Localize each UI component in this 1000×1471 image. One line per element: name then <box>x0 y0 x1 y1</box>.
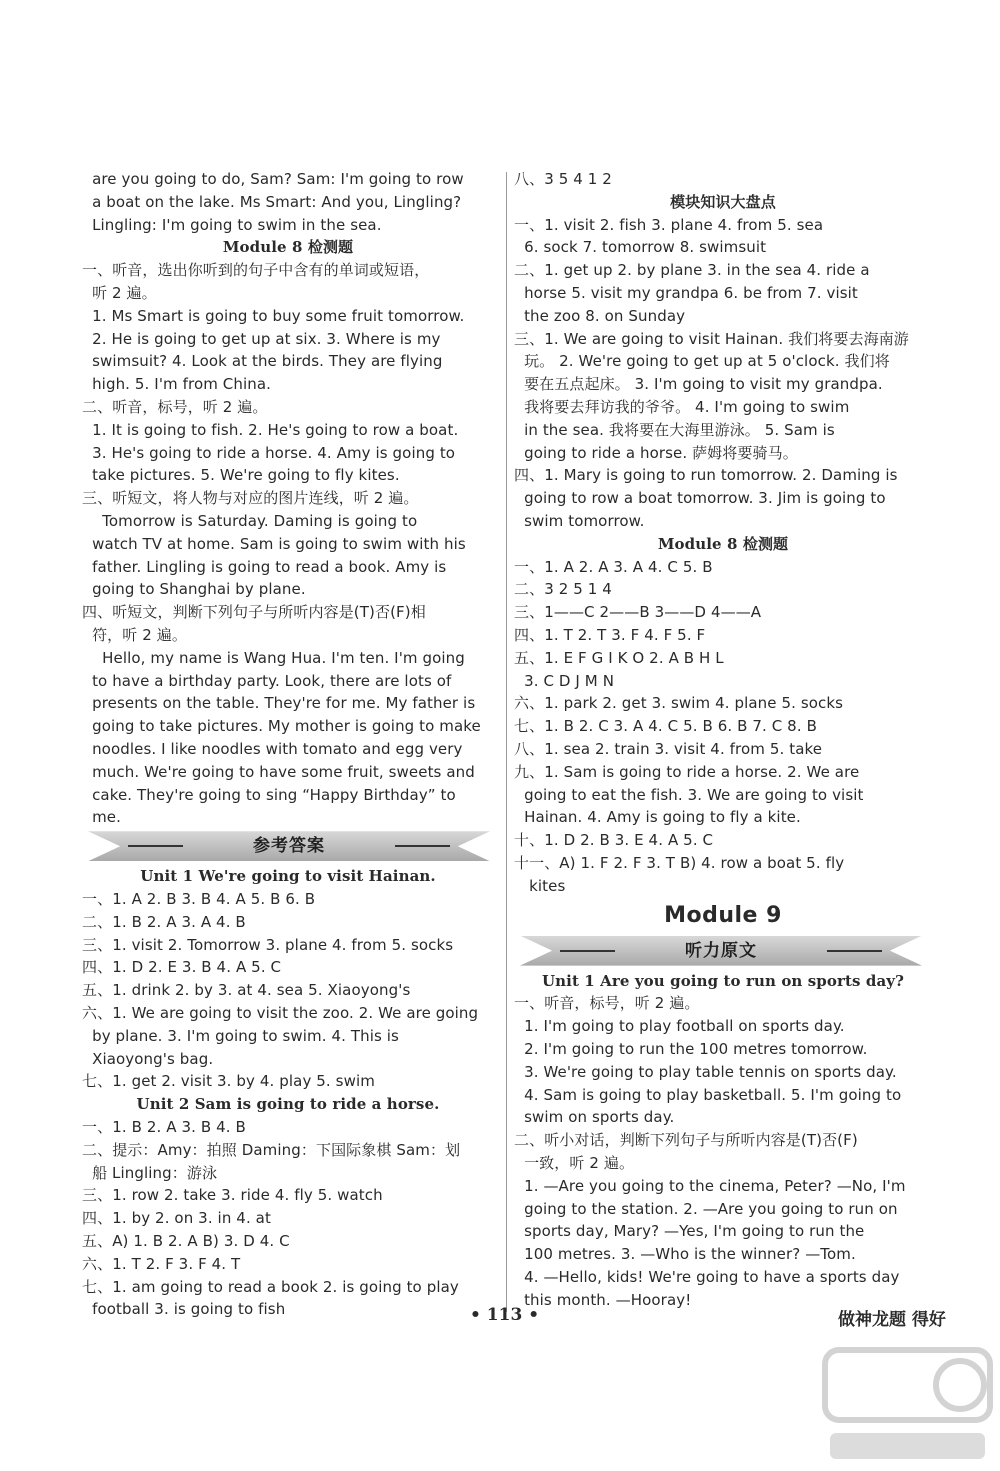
text-line: 1. Ms Smart is going to buy some fruit tomorrow. <box>92 306 465 325</box>
text-line: 六、1. park 2. get 3. swim 4. plane 5. socks <box>514 694 844 713</box>
text-line: presents on the table. They're for me. My father is <box>92 694 476 713</box>
text-line: 三、1. visit 2. Tomorrow 3. plane 4. from 5. socks <box>82 935 454 954</box>
text-line: 一、听音，标号，听 2 遍。 <box>514 994 700 1013</box>
text-line: Tomorrow is Saturday. Daming is going to <box>102 512 418 530</box>
text-line: 四、1. T 2. T 3. F 4. F 5. F <box>514 626 706 644</box>
text-line: 一致，听 2 遍。 <box>524 1154 635 1172</box>
section-heading: 模块知识大盘点 <box>670 192 776 211</box>
text-line: 四、1. Mary is going to run tomorrow. 2. Daming is <box>514 466 898 485</box>
text-line: 2. He is going to get up at six. 3. Where is my <box>92 329 441 348</box>
text-line: 3. He's going to ride a horse. 4. Amy is going to <box>92 443 456 462</box>
text-line: 二、听音，标号，听 2 遍。 <box>82 398 268 416</box>
text-line: 听 2 遍。 <box>92 284 157 302</box>
text-line: noodles. I like noodles with tomato and egg very <box>92 740 463 758</box>
text-line: 四、1. D 2. E 3. B 4. A 5. C <box>82 958 282 977</box>
text-line: Hainan. 4. Amy is going to fly a kite. <box>524 808 801 827</box>
text-line: swim on sports day. <box>524 1108 675 1127</box>
text-line: 五、1. E F G I K O 2. A B H L <box>514 648 724 667</box>
text-line: watch TV at home. Sam is going to swim with his <box>92 534 466 553</box>
text-line: 五、1. drink 2. by 3. at 4. sea 5. Xiaoyong's <box>82 981 411 1000</box>
text-line: 五、A) 1. B 2. A B) 3. D 4. C <box>82 1232 290 1250</box>
text-line: 一、1. B 2. A 3. B 4. B <box>82 1118 246 1136</box>
text-line: 六、1. We are going to visit the zoo. 2. We are going <box>82 1004 479 1022</box>
text-line: high. 5. I'm from China. <box>92 375 272 394</box>
text-line: 九、1. Sam is going to ride a horse. 2. We are <box>514 762 860 781</box>
text-line: to have a birthday party. Look, there are lots of <box>92 671 452 690</box>
text-line: cake. They're going to sing “Happy Birthday” to <box>92 785 456 804</box>
section-banner <box>88 831 490 861</box>
text-line: going to ride a horse. 萨姆将要骑马。 <box>524 443 798 462</box>
module-heading: Module 9 <box>664 902 782 928</box>
text-line: father. Lingling is going to read a book. Amy is <box>92 557 447 576</box>
text-line: 八、1. sea 2. train 3. visit 4. from 5. take <box>514 740 823 758</box>
section-banner-title: 听力原文 <box>685 940 757 961</box>
text-line: Xiaoyong's bag. <box>92 1049 214 1068</box>
text-line: 七、1. get 2. visit 3. by 4. play 5. swim <box>82 1072 375 1091</box>
text-line: 一、1. visit 2. fish 3. plane 4. from 5. sea <box>514 215 824 234</box>
text-line: kites <box>529 876 566 895</box>
text-line: 三、1. We are going to visit Hainan. 我们将要去海南游 <box>514 329 909 348</box>
text-line: 十、1. D 2. B 3. E 4. A 5. C <box>514 831 714 850</box>
text-line: 二、1. B 2. A 3. A 4. B <box>82 912 246 931</box>
text-line: going to eat the fish. 3. We are going to visit <box>524 785 864 804</box>
text-line: this month. —Hooray! <box>524 1290 692 1309</box>
text-line: 四、1. by 2. on 3. in 4. at <box>82 1209 271 1228</box>
text-line: 4. —Hello, kids! We're going to have a sports day <box>524 1268 900 1286</box>
text-line: much. We're going to have some fruit, sweets and <box>92 762 475 781</box>
text-line: going to Shanghai by plane. <box>92 580 306 599</box>
text-line: 一、1. A 2. A 3. A 4. C 5. B <box>514 557 713 576</box>
text-line: 二、听小对话，判断下列句子与所听内容是(T)否(F) <box>514 1131 858 1150</box>
text-line: 符，听 2 遍。 <box>92 626 187 644</box>
text-line: 1. —Are you going to the cinema, Peter? —No, I'm <box>524 1176 906 1195</box>
text-line: 船 Lingling：游泳 <box>92 1163 218 1182</box>
text-line: 八、3 5 4 1 2 <box>514 170 612 188</box>
section-heading: Module 8 检测题 <box>657 534 789 553</box>
column-divider <box>506 172 507 1312</box>
text-line: sports day, Mary? —Yes, I'm going to run the <box>524 1222 865 1241</box>
text-line: 三、听短文，将人物与对应的图片连线，听 2 遍。 <box>82 489 419 508</box>
section-banner <box>520 936 922 966</box>
footer-brand: 做神龙题 得好 <box>838 1310 946 1330</box>
text-line: 六、1. T 2. F 3. F 4. T <box>82 1254 241 1273</box>
text-line: me. <box>92 808 121 827</box>
text-line: a boat on the lake. Ms Smart: And you, Lingling? <box>92 192 462 211</box>
text-line: 二、1. get up 2. by plane 3. in the sea 4. ride a <box>514 261 870 280</box>
text-line: 一、听音，选出你听到的句子中含有的单词或短语， <box>82 261 430 280</box>
text-line: are you going to do, Sam? Sam: I'm going to row <box>92 170 464 188</box>
text-line: by plane. 3. I'm going to swim. 4. This is <box>92 1026 399 1045</box>
text-line: in the sea. 我将要在大海里游泳。 5. Sam is <box>524 420 835 439</box>
text-line: 1. It is going to fish. 2. He's going to row a boat. <box>92 420 459 439</box>
text-line: Hello, my name is Wang Hua. I'm ten. I'm going <box>102 648 465 667</box>
text-line: going to the station. 2. —Are you going to run on <box>524 1199 898 1218</box>
text-line: 6. sock 7. tomorrow 8. swimsuit <box>524 238 767 257</box>
text-line: 1. I'm going to play football on sports day. <box>524 1017 845 1036</box>
section-heading: Unit 1 Are you going to run on sports day? <box>541 971 905 990</box>
text-line: 要在五点起床。 3. I'm going to visit my grandpa. <box>524 375 883 394</box>
answer-site-watermark-icon <box>820 1345 995 1465</box>
text-line: going to row a boat tomorrow. 3. Jim is going to <box>524 489 886 508</box>
section-heading: Unit 2 Sam is going to ride a horse. <box>136 1095 440 1114</box>
text-line: 三、1. row 2. take 3. ride 4. fly 5. watch <box>82 1186 383 1205</box>
text-line: 玩。 2. We're going to get up at 5 o'clock. 我们将 <box>524 352 890 371</box>
text-line: 100 metres. 3. —Who is the winner? —Tom. <box>524 1245 856 1264</box>
section-banner-title: 参考答案 <box>253 836 325 857</box>
text-line: swim tomorrow. <box>524 512 645 530</box>
text-line: 2. I'm going to run the 100 metres tomorrow. <box>524 1040 868 1058</box>
text-line: 一、1. A 2. B 3. B 4. A 5. B 6. B <box>82 890 316 908</box>
text-line: 四、听短文，判断下列句子与所听内容是(T)否(F)相 <box>82 603 426 622</box>
text-line: football 3. is going to fish <box>92 1300 286 1319</box>
text-line: 4. Sam is going to play basketball. 5. I'm going to <box>524 1085 902 1104</box>
text-line: horse 5. visit my grandpa 6. be from 7. visit <box>524 284 858 302</box>
text-line: 十一、A) 1. F 2. F 3. T B) 4. row a boat 5. fly <box>514 854 845 872</box>
text-line: 3. C D J M N <box>524 671 615 690</box>
page-number: • 113 • <box>470 1305 540 1325</box>
section-heading: Module 8 检测题 <box>222 238 354 257</box>
text-line: Lingling: I'm going to swim in the sea. <box>92 215 382 234</box>
text-line: 三、1——C 2——B 3——D 4——A <box>514 603 762 622</box>
section-heading: Unit 1 We're going to visit Hainan. <box>140 867 436 886</box>
text-line: going to take pictures. My mother is going to make <box>92 717 481 736</box>
text-line: take pictures. 5. We're going to fly kites. <box>92 466 400 485</box>
text-line: the zoo 8. on Sunday <box>524 306 686 325</box>
text-line: 二、提示：Amy：拍照 Daming：下国际象棋 Sam：划 <box>82 1140 461 1159</box>
text-line: 我将要去拜访我的爷爷。 4. I'm going to swim <box>524 398 850 416</box>
text-line: 3. We're going to play table tennis on sports day. <box>524 1062 897 1081</box>
text-line: 七、1. am going to read a book 2. is going to play <box>82 1277 459 1296</box>
text-line: 七、1. B 2. C 3. A 4. C 5. B 6. B 7. C 8. B <box>514 717 817 736</box>
text-line: swimsuit? 4. Look at the birds. They are flying <box>92 352 443 371</box>
text-line: 二、3 2 5 1 4 <box>514 580 612 599</box>
